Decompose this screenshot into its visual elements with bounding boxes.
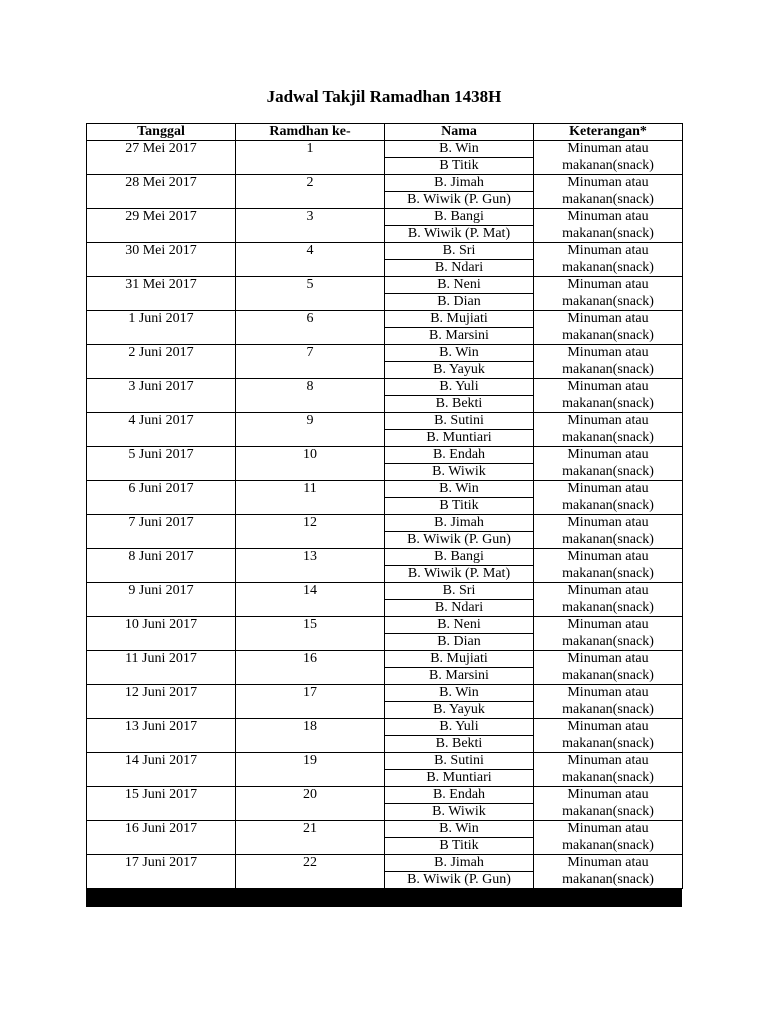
name-cell: B. Sutini <box>385 413 534 430</box>
name-cell: B. Yayuk <box>385 702 534 719</box>
ramadhan-day-cell: 16 <box>236 651 385 685</box>
table-row <box>87 141 683 158</box>
name-cell: B. Dian <box>385 294 534 311</box>
table-row <box>87 209 683 226</box>
table-row <box>87 753 683 770</box>
date-cell: 10 Juni 2017 <box>87 617 236 651</box>
keterangan-cell-line1: Minuman atau <box>534 685 683 702</box>
keterangan-cell-line1: Minuman atau <box>534 209 683 226</box>
document-title: Jadwal Takjil Ramadhan 1438H <box>266 87 502 106</box>
date-cell: 12 Juni 2017 <box>87 685 236 719</box>
keterangan-cell-line2: makanan(snack) <box>534 770 683 787</box>
name-cell: B. Yayuk <box>385 362 534 379</box>
date-cell: 1 Juni 2017 <box>87 311 236 345</box>
keterangan-cell-line2: makanan(snack) <box>534 498 683 515</box>
name-cell: B. Jimah <box>385 515 534 532</box>
date-cell: 27 Mei 2017 <box>87 141 236 175</box>
date-cell: 16 Juni 2017 <box>87 821 236 855</box>
ramadhan-day-cell: 5 <box>236 277 385 311</box>
name-cell: B. Mujiati <box>385 651 534 668</box>
table-row <box>87 413 683 430</box>
footer-bar <box>86 889 682 907</box>
header-nama: Nama <box>385 124 534 141</box>
keterangan-cell-line2: makanan(snack) <box>534 600 683 617</box>
date-cell: 30 Mei 2017 <box>87 243 236 277</box>
name-cell: B. Bangi <box>385 209 534 226</box>
keterangan-cell-line1: Minuman atau <box>534 311 683 328</box>
ramadhan-day-cell: 15 <box>236 617 385 651</box>
ramadhan-day-cell: 1 <box>236 141 385 175</box>
date-cell: 29 Mei 2017 <box>87 209 236 243</box>
keterangan-cell-line2: makanan(snack) <box>534 192 683 209</box>
name-cell: B. Endah <box>385 787 534 804</box>
date-cell: 11 Juni 2017 <box>87 651 236 685</box>
ramadhan-day-cell: 2 <box>236 175 385 209</box>
keterangan-cell-line2: makanan(snack) <box>534 566 683 583</box>
ramadhan-day-cell: 17 <box>236 685 385 719</box>
name-cell: B. Sri <box>385 583 534 600</box>
table-row <box>87 617 683 634</box>
table-row <box>87 787 683 804</box>
name-cell: B. Wiwik (P. Mat) <box>385 226 534 243</box>
ramadhan-day-cell: 12 <box>236 515 385 549</box>
name-cell: B. Ndari <box>385 600 534 617</box>
keterangan-cell-line1: Minuman atau <box>534 379 683 396</box>
table-row <box>87 243 683 260</box>
ramadhan-day-cell: 14 <box>236 583 385 617</box>
keterangan-cell-line2: makanan(snack) <box>534 838 683 855</box>
keterangan-cell-line1: Minuman atau <box>534 243 683 260</box>
date-cell: 13 Juni 2017 <box>87 719 236 753</box>
keterangan-cell-line2: makanan(snack) <box>534 328 683 345</box>
ramadhan-day-cell: 4 <box>236 243 385 277</box>
date-cell: 17 Juni 2017 <box>87 855 236 889</box>
table-row <box>87 515 683 532</box>
header-tanggal: Tanggal <box>87 124 236 141</box>
keterangan-cell-line1: Minuman atau <box>534 175 683 192</box>
keterangan-cell-line1: Minuman atau <box>534 345 683 362</box>
keterangan-cell-line1: Minuman atau <box>534 549 683 566</box>
ramadhan-day-cell: 22 <box>236 855 385 889</box>
name-cell: B. Win <box>385 141 534 158</box>
date-cell: 5 Juni 2017 <box>87 447 236 481</box>
name-cell: B. Win <box>385 481 534 498</box>
ramadhan-day-cell: 19 <box>236 753 385 787</box>
name-cell: B. Wiwik <box>385 804 534 821</box>
keterangan-cell-line1: Minuman atau <box>534 651 683 668</box>
ramadhan-day-cell: 3 <box>236 209 385 243</box>
date-cell: 14 Juni 2017 <box>87 753 236 787</box>
table-row <box>87 175 683 192</box>
keterangan-cell-line1: Minuman atau <box>534 719 683 736</box>
keterangan-cell-line1: Minuman atau <box>534 821 683 838</box>
keterangan-cell-line1: Minuman atau <box>534 515 683 532</box>
name-cell: B. Jimah <box>385 855 534 872</box>
name-cell: B. Wiwik (P. Gun) <box>385 532 534 549</box>
name-cell: B. Mujiati <box>385 311 534 328</box>
name-cell: B. Win <box>385 821 534 838</box>
name-cell: B. Bangi <box>385 549 534 566</box>
name-cell: B. Wiwik (P. Mat) <box>385 566 534 583</box>
keterangan-cell-line2: makanan(snack) <box>534 158 683 175</box>
header-ramadhan-ke: Ramdhan ke- <box>236 124 385 141</box>
keterangan-cell-line2: makanan(snack) <box>534 396 683 413</box>
keterangan-cell-line1: Minuman atau <box>534 481 683 498</box>
table-row <box>87 651 683 668</box>
keterangan-cell-line1: Minuman atau <box>534 447 683 464</box>
table-row <box>87 277 683 294</box>
keterangan-cell-line2: makanan(snack) <box>534 294 683 311</box>
schedule-body <box>87 141 683 889</box>
ramadhan-day-cell: 7 <box>236 345 385 379</box>
keterangan-cell-line2: makanan(snack) <box>534 464 683 481</box>
table-row <box>87 481 683 498</box>
table-row <box>87 855 683 872</box>
name-cell: B Titik <box>385 158 534 175</box>
ramadhan-day-cell: 9 <box>236 413 385 447</box>
name-cell: B. Win <box>385 345 534 362</box>
name-cell: B. Bekti <box>385 396 534 413</box>
name-cell: B. Wiwik (P. Gun) <box>385 192 534 209</box>
keterangan-cell-line1: Minuman atau <box>534 787 683 804</box>
date-cell: 7 Juni 2017 <box>87 515 236 549</box>
name-cell: B. Sri <box>385 243 534 260</box>
keterangan-cell-line1: Minuman atau <box>534 753 683 770</box>
date-cell: 28 Mei 2017 <box>87 175 236 209</box>
name-cell: B. Win <box>385 685 534 702</box>
date-cell: 31 Mei 2017 <box>87 277 236 311</box>
keterangan-cell-line2: makanan(snack) <box>534 226 683 243</box>
keterangan-cell-line2: makanan(snack) <box>534 430 683 447</box>
ramadhan-day-cell: 13 <box>236 549 385 583</box>
date-cell: 6 Juni 2017 <box>87 481 236 515</box>
keterangan-cell-line1: Minuman atau <box>534 617 683 634</box>
header-row <box>87 124 683 141</box>
keterangan-cell-line2: makanan(snack) <box>534 702 683 719</box>
keterangan-cell-line1: Minuman atau <box>534 141 683 158</box>
table-row <box>87 345 683 362</box>
keterangan-cell-line2: makanan(snack) <box>534 634 683 651</box>
date-cell: 3 Juni 2017 <box>87 379 236 413</box>
name-cell: B. Dian <box>385 634 534 651</box>
keterangan-cell-line2: makanan(snack) <box>534 736 683 753</box>
keterangan-cell-line1: Minuman atau <box>534 583 683 600</box>
name-cell: B. Marsini <box>385 668 534 685</box>
date-cell: 9 Juni 2017 <box>87 583 236 617</box>
keterangan-cell-line1: Minuman atau <box>534 277 683 294</box>
table-row <box>87 583 683 600</box>
table-row <box>87 447 683 464</box>
keterangan-cell-line2: makanan(snack) <box>534 532 683 549</box>
name-cell: B Titik <box>385 838 534 855</box>
ramadhan-day-cell: 6 <box>236 311 385 345</box>
ramadhan-day-cell: 20 <box>236 787 385 821</box>
name-cell: B Titik <box>385 498 534 515</box>
schedule-table <box>86 123 683 889</box>
ramadhan-day-cell: 21 <box>236 821 385 855</box>
name-cell: B. Ndari <box>385 260 534 277</box>
keterangan-cell-line2: makanan(snack) <box>534 804 683 821</box>
name-cell: B. Jimah <box>385 175 534 192</box>
name-cell: B. Yuli <box>385 379 534 396</box>
table-row <box>87 719 683 736</box>
table-row <box>87 311 683 328</box>
table-row <box>87 379 683 396</box>
name-cell: B. Endah <box>385 447 534 464</box>
name-cell: B. Bekti <box>385 736 534 753</box>
keterangan-cell-line1: Minuman atau <box>534 413 683 430</box>
name-cell: B. Neni <box>385 617 534 634</box>
keterangan-cell-line1: Minuman atau <box>534 855 683 872</box>
keterangan-cell-line2: makanan(snack) <box>534 872 683 889</box>
name-cell: B. Muntiari <box>385 430 534 447</box>
name-cell: B. Wiwik (P. Gun) <box>385 872 534 889</box>
name-cell: B. Wiwik <box>385 464 534 481</box>
date-cell: 15 Juni 2017 <box>87 787 236 821</box>
date-cell: 4 Juni 2017 <box>87 413 236 447</box>
name-cell: B. Neni <box>385 277 534 294</box>
table-row <box>87 821 683 838</box>
header-keterangan: Keterangan* <box>534 124 683 141</box>
table-row <box>87 549 683 566</box>
ramadhan-day-cell: 11 <box>236 481 385 515</box>
date-cell: 2 Juni 2017 <box>87 345 236 379</box>
keterangan-cell-line2: makanan(snack) <box>534 362 683 379</box>
ramadhan-day-cell: 10 <box>236 447 385 481</box>
name-cell: B. Yuli <box>385 719 534 736</box>
keterangan-cell-line2: makanan(snack) <box>534 668 683 685</box>
name-cell: B. Sutini <box>385 753 534 770</box>
name-cell: B. Muntiari <box>385 770 534 787</box>
ramadhan-day-cell: 18 <box>236 719 385 753</box>
keterangan-cell-line2: makanan(snack) <box>534 260 683 277</box>
ramadhan-day-cell: 8 <box>236 379 385 413</box>
name-cell: B. Marsini <box>385 328 534 345</box>
table-row <box>87 685 683 702</box>
date-cell: 8 Juni 2017 <box>87 549 236 583</box>
